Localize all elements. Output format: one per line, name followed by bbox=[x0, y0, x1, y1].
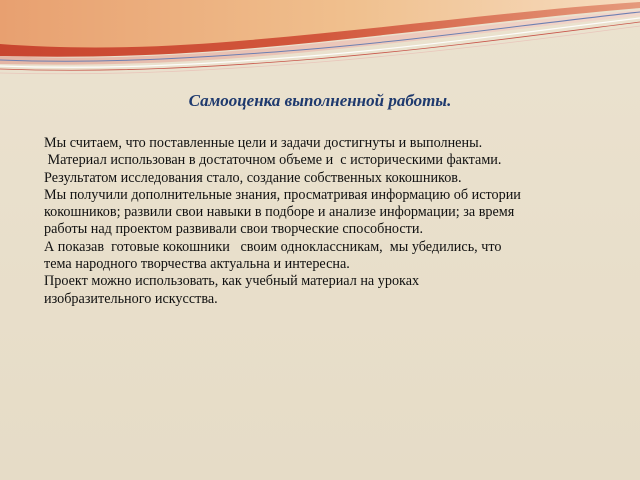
wave-decoration bbox=[0, 0, 640, 80]
body-line: Материал использован в достаточном объеме и с историческими фактами. bbox=[44, 152, 502, 169]
body-line: изобразительного искусства. bbox=[44, 290, 218, 307]
body-line: Проект можно использовать, как учебный материал на уроках bbox=[44, 273, 420, 290]
body-line: работы над проектом развивали свои творческие способности. bbox=[44, 221, 424, 238]
body-line: кокошников; развили свои навыки в подборе и анализе информации; за время bbox=[44, 204, 515, 221]
slide-body bbox=[44, 135, 604, 308]
body-line: А показав готовые кокошники своим одноклассникам, мы убедились, что bbox=[44, 238, 502, 255]
body-line: Мы получили дополнительные знания, просматривая информацию об истории bbox=[44, 186, 521, 203]
body-line: Мы считаем, что поставленные цели и задачи достигнуты и выполнены. bbox=[44, 135, 483, 151]
body-line: тема народного творчества актуальна и интересна. bbox=[44, 256, 350, 273]
body-line: Результатом исследования стало, создание собственных кокошников. bbox=[44, 169, 462, 186]
slide-title: Самооценка выполненной работы. bbox=[188, 91, 452, 110]
